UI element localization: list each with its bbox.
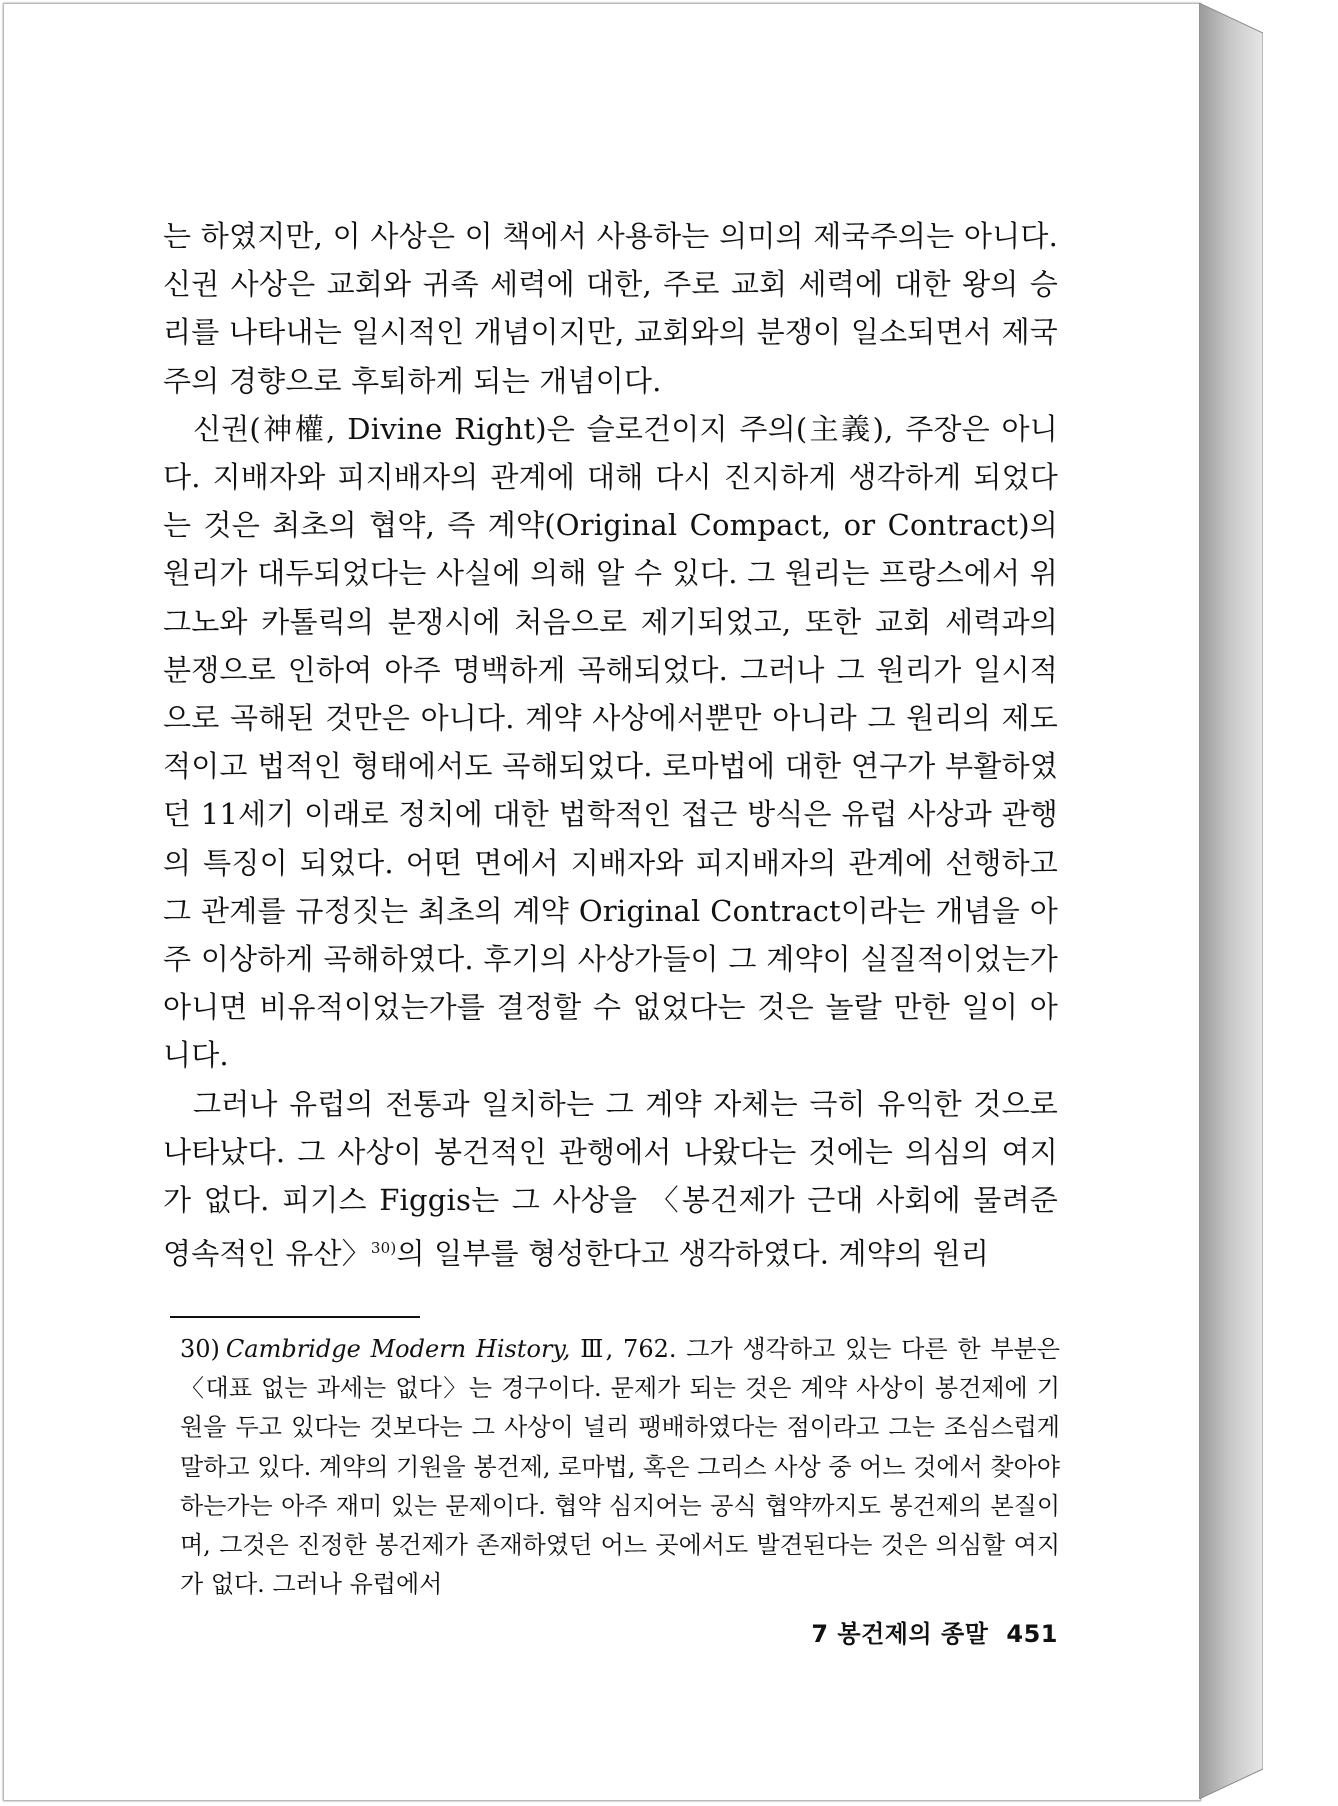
- paragraph-2: 신권(神權, Divine Right)은 슬로건이지 주의(主義), 주장은 아니다. 지배자와 피지배자의 관계에 대해 다시 진지하게 생각하게 되었다는 것은 최초의 협약, 즉 계약(Original Compact, or Contract)의 원리가 대두되었다는 사실에 의해 알 수 있다. 그 원리는 프랑스에서 위그노와 카톨릭의 분쟁시에 처음으로 제기되었고, 또한 교회 세력과의 분쟁으로 인하여 아주 명백하게 곡해되었다. 그러나 그 원리가 일시적으로 곡해된 것만은 아니다. 계약 사상에서뿐만 아니라 그 원리의 제도적이고 법적인 형태에서도 곡해되었다. 로마법에 대한 연구가 부활하였던 11세기 이래로 정치에 대한 법학적인 접근 방식은 유럽 사상과 관행의 특징이 되었다. 어떤 면에서 지배자와 피지배자의 관계에 선행하고 그 관계를 규정짓는 최초의 계약 Original Contract이라는 개념을 아주 이상하게 곡해하였다. 후기의 사상가들이 그 계약이 실질적이었는가 아니면 비유적이었는가를 결정할 수 없었다는 것은 놀랄 만한 일이 아니다.: [163, 411, 1058, 1073]
- footnote-mark: 30): [180, 1335, 220, 1363]
- paragraph-1: 는 하였지만, 이 사상은 이 책에서 사용하는 의미의 제국주의는 아니다. 신권 사상은 교회와 귀족 세력에 대한, 주로 교회 세력에 대한 왕의 승리를 나타내는 일시적인 개념이지만, 교회와의 분쟁이 일소되면서 제국주의 경향으로 후퇴하게 되는 개념이다.: [163, 219, 1058, 398]
- chapter-title: 7 봉건제의 종말: [811, 1620, 989, 1648]
- paragraph-3-tail: 의 일부를 형성한다고 생각하였다. 계약의 원리: [396, 1236, 990, 1271]
- footnote-text: Ⅲ, 762. 그가 생각하고 있는 다른 한 부분은 〈대표 없는 과세는 없다〉는 경구이다. 문제가 되는 것은 계약 사상이 봉건제에 기원을 두고 있다는 것보다는 그 사상이 널리 팽배하였다는 점이라고 그는 조심스럽게 말하고 있다. 계약의 기원을 봉건제, 로마법, 혹은 그리스 사상 중 어느 것에서 찾아야 하는가는 아주 재미 있는 문제이다. 협약 심지어는 공식 협약까지도 봉건제의 본질이며, 그것은 진정한 봉건제가 존재하였던 어느 곳에서도 발견된다는 것은 의심할 여지가 없다. 그러나 유럽에서: [180, 1335, 1060, 1599]
- paragraph-3: [163, 1080, 1058, 1278]
- footnote-source-title: Cambridge Modern History,: [225, 1335, 571, 1363]
- page-number: 451: [1006, 1620, 1058, 1648]
- footnote-reference: 30): [370, 1239, 397, 1258]
- paragraph-3-main: 그러나 유럽의 전통과 일치하는 그 계약 자체는 극히 유익한 것으로 나타났다. 그 사상이 봉건적인 관행에서 나왔다는 것에는 의심의 여지가 없다. 피기스 Figgis는 그 사상을 〈봉건제가 근대 사회에 물려준 영속적인 유산〉: [163, 1086, 1058, 1271]
- body-text: [163, 212, 1058, 1278]
- page-edge-stack: [1199, 3, 1263, 1799]
- running-footer: [811, 1614, 1058, 1649]
- footnote: [180, 1330, 1060, 1604]
- footnote-divider: [170, 1316, 420, 1318]
